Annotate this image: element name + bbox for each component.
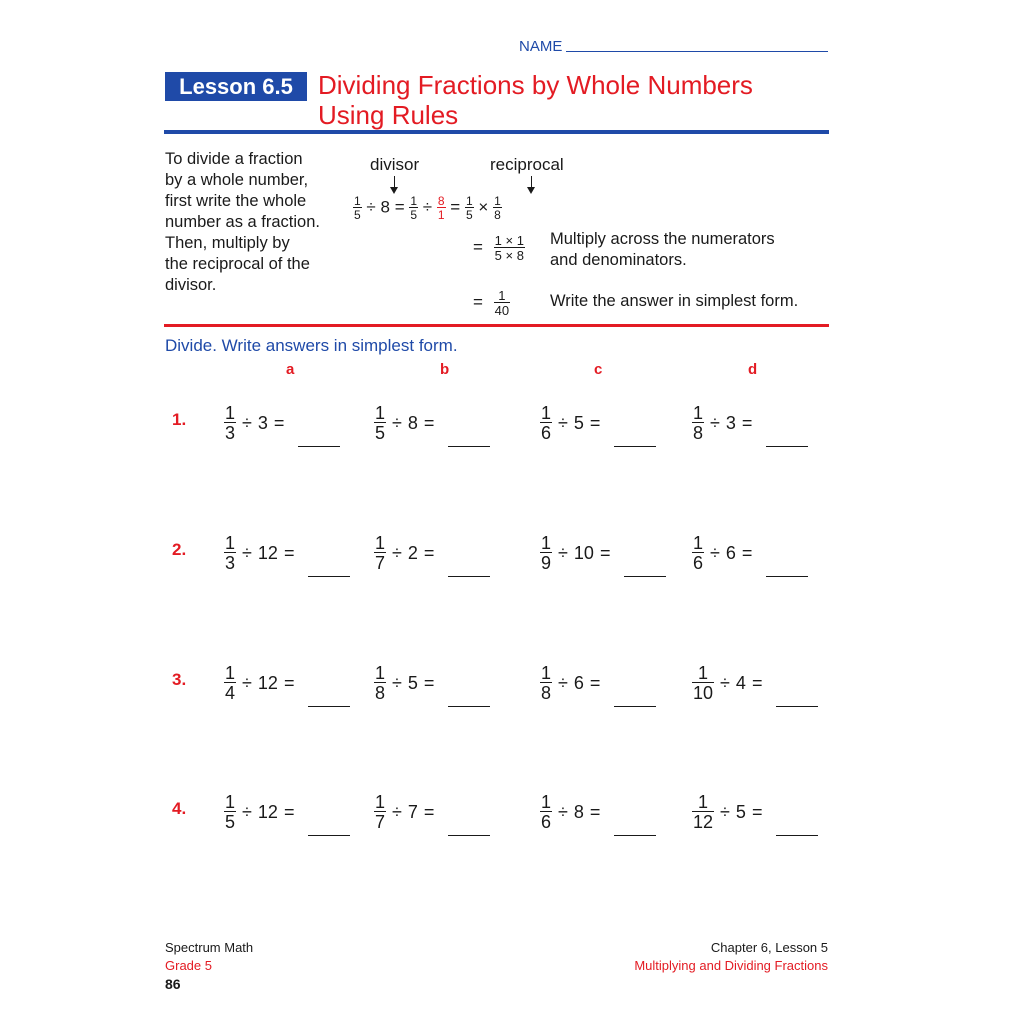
- equals-sign: =: [423, 412, 435, 433]
- footer-topic: Multiplying and Dividing Fractions: [634, 958, 828, 973]
- divide-sign: ÷: [710, 412, 720, 433]
- whole-number: 12: [257, 672, 278, 693]
- answer-blank[interactable]: [448, 817, 490, 836]
- denominator: 7: [375, 553, 386, 573]
- explanation-text: [165, 149, 345, 296]
- divide-sign: ÷: [242, 801, 252, 822]
- numerator: 1: [541, 792, 552, 812]
- numerator: 1: [375, 792, 386, 812]
- divide-sign: ÷: [242, 542, 252, 563]
- whole-number: 4: [735, 672, 746, 693]
- simplest-form-note: Write the answer in simplest form.: [550, 292, 799, 310]
- whole-number: 3: [257, 412, 268, 433]
- divisor-arrowhead: [390, 187, 398, 194]
- equals-sign: =: [394, 197, 405, 217]
- answer-blank[interactable]: [766, 428, 808, 447]
- whole-number: 6: [725, 542, 736, 563]
- fraction: [353, 195, 362, 221]
- answer-blank[interactable]: [448, 558, 490, 577]
- whole-as-fraction: [437, 195, 446, 221]
- fraction: [224, 404, 236, 442]
- divide-sign: ÷: [558, 412, 568, 433]
- denominator: 6: [541, 423, 552, 443]
- lesson-title-line1: Dividing Fractions by Whole Numbers: [318, 70, 753, 100]
- fraction: [465, 195, 474, 221]
- answer-blank[interactable]: [614, 817, 656, 836]
- numerator: 1: [541, 533, 552, 553]
- answer-blank[interactable]: [308, 817, 350, 836]
- multiply-sign: ×: [478, 197, 489, 217]
- problem-1-c: [540, 404, 656, 442]
- problem-number: 3.: [172, 670, 187, 689]
- denominator: 5 × 8: [494, 248, 524, 263]
- numerator: 1: [375, 533, 386, 553]
- fraction: [409, 195, 418, 221]
- denominator: 5: [465, 208, 473, 222]
- fraction: [540, 534, 552, 572]
- numerator: 1: [465, 194, 473, 208]
- equals-sign: =: [473, 237, 483, 257]
- denominator: 40: [494, 303, 510, 318]
- divide-sign: ÷: [558, 801, 568, 822]
- fraction: [692, 664, 714, 702]
- equals-sign: =: [589, 412, 601, 433]
- example-divider: [164, 324, 829, 327]
- answer-blank[interactable]: [298, 428, 340, 447]
- whole-number: 8: [407, 412, 418, 433]
- page-number: 86: [165, 976, 181, 992]
- denominator: 3: [225, 553, 236, 573]
- answer-blank[interactable]: [448, 688, 490, 707]
- directions: Divide. Write answers in simplest form.: [165, 336, 458, 355]
- whole-number: 5: [735, 801, 746, 822]
- numerator: 1: [225, 403, 236, 423]
- column-label-d: d: [748, 361, 758, 378]
- problem-1-a: [224, 404, 340, 442]
- numerator: 1: [410, 194, 418, 208]
- problem-2-c: [540, 534, 666, 572]
- divide-sign: ÷: [720, 672, 730, 693]
- whole-number: 5: [573, 412, 584, 433]
- fraction: [540, 793, 552, 831]
- numerator: 8: [437, 194, 445, 208]
- divisor-label: divisor: [370, 155, 420, 174]
- problem-4-d: [692, 793, 818, 831]
- fraction: [224, 534, 236, 572]
- fraction: [374, 664, 386, 702]
- denominator: 6: [541, 812, 552, 832]
- equals-sign: =: [283, 801, 295, 822]
- header-divider: [164, 130, 829, 134]
- divide-sign: ÷: [242, 412, 252, 433]
- whole-number: 2: [407, 542, 418, 563]
- denominator: 6: [693, 553, 704, 573]
- footer-grade: Grade 5: [165, 958, 212, 973]
- problem-4-b: [374, 793, 490, 831]
- equals-sign: =: [423, 672, 435, 693]
- numerator: 1: [498, 288, 506, 303]
- denominator: 1: [437, 208, 445, 222]
- problem-3-b: [374, 664, 490, 702]
- numerator: 1: [225, 533, 236, 553]
- whole-number: 8: [380, 197, 390, 217]
- problem-4-a: [224, 793, 350, 831]
- column-label-b: b: [440, 361, 450, 378]
- divide-sign: ÷: [392, 542, 402, 563]
- problem-number: 4.: [172, 799, 187, 818]
- fraction: [540, 404, 552, 442]
- answer-fraction: [494, 289, 510, 317]
- equals-sign: =: [599, 542, 611, 563]
- explanation-line: divisor.: [165, 276, 217, 294]
- note-line: and denominators.: [550, 251, 687, 269]
- whole-number: 5: [407, 672, 418, 693]
- column-label-a: a: [286, 361, 295, 378]
- fraction: [224, 664, 236, 702]
- numerator: 1: [375, 403, 386, 423]
- problem-number: 2.: [172, 540, 187, 559]
- answer-blank[interactable]: [614, 428, 656, 447]
- equals-sign: =: [450, 197, 461, 217]
- denominator: 8: [375, 683, 386, 703]
- equals-sign: =: [589, 672, 601, 693]
- answer-blank[interactable]: [308, 558, 350, 577]
- answer-blank[interactable]: [624, 558, 666, 577]
- fraction: [692, 404, 704, 442]
- problem-1-d: [692, 404, 808, 442]
- explanation-line: number as a fraction.: [165, 213, 320, 231]
- divide-sign: ÷: [366, 197, 376, 217]
- answer-blank[interactable]: [776, 688, 818, 707]
- name-label: NAME: [519, 38, 563, 55]
- denominator: 3: [225, 423, 236, 443]
- problem-3-a: [224, 664, 350, 702]
- fraction: [374, 793, 386, 831]
- equals-sign: =: [751, 672, 763, 693]
- footer-chapter: Chapter 6, Lesson 5: [710, 940, 828, 955]
- whole-number: 12: [257, 801, 278, 822]
- equals-sign: =: [283, 672, 295, 693]
- denominator: 4: [225, 683, 236, 703]
- numerator: 1: [541, 663, 552, 683]
- denominator: 8: [693, 423, 704, 443]
- divide-sign: ÷: [242, 672, 252, 693]
- problem-1-b: [374, 404, 490, 442]
- divide-sign: ÷: [558, 672, 568, 693]
- explanation-line: Then, multiply by: [165, 234, 290, 252]
- numerator: 1: [698, 663, 709, 683]
- numerator: 1: [375, 663, 386, 683]
- denominator: 5: [354, 208, 361, 222]
- reciprocal-arrowhead: [527, 187, 535, 194]
- reciprocal-label: reciprocal: [490, 155, 564, 174]
- product-fraction: [494, 234, 525, 262]
- whole-number: 8: [573, 801, 584, 822]
- whole-number: 10: [573, 542, 594, 563]
- numerator: 1: [698, 792, 709, 812]
- numerator: 1: [541, 403, 552, 423]
- denominator: 9: [541, 553, 552, 573]
- equals-sign: =: [273, 412, 285, 433]
- problem-3-d: [692, 664, 818, 702]
- answer-blank[interactable]: [308, 688, 350, 707]
- equals-sign: =: [589, 801, 601, 822]
- divide-sign: ÷: [392, 801, 402, 822]
- lesson-badge: Lesson 6.5: [165, 72, 307, 101]
- answer-blank[interactable]: [614, 688, 656, 707]
- whole-number: 7: [407, 801, 418, 822]
- fraction: [540, 664, 552, 702]
- whole-number: 3: [725, 412, 736, 433]
- answer-blank[interactable]: [766, 558, 808, 577]
- fraction: [374, 404, 386, 442]
- denominator: 7: [375, 812, 386, 832]
- numerator: 1: [693, 533, 704, 553]
- equals-sign: =: [751, 801, 763, 822]
- equals-sign: =: [283, 542, 295, 563]
- problem-2-b: [374, 534, 490, 572]
- name-field-line[interactable]: [566, 51, 828, 52]
- numerator: 1: [225, 663, 236, 683]
- problem-2-a: [224, 534, 350, 572]
- denominator: 12: [693, 812, 714, 832]
- problem-number: 1.: [172, 410, 187, 429]
- denominator: 10: [693, 683, 714, 703]
- divide-sign: ÷: [720, 801, 730, 822]
- explanation-line: the reciprocal of the: [165, 255, 310, 273]
- divide-sign: ÷: [392, 412, 402, 433]
- equals-sign: =: [741, 412, 753, 433]
- multiply-note: [550, 229, 775, 271]
- fraction: [374, 534, 386, 572]
- fraction: [692, 793, 714, 831]
- explanation-line: first write the whole: [165, 192, 307, 210]
- divide-sign: ÷: [558, 542, 568, 563]
- note-line: Multiply across the numerators: [550, 230, 775, 248]
- numerator: 1: [494, 194, 501, 208]
- answer-blank[interactable]: [776, 817, 818, 836]
- explanation-line: To divide a fraction: [165, 150, 303, 168]
- problem-2-d: [692, 534, 808, 572]
- divide-sign: ÷: [710, 542, 720, 563]
- reciprocal-fraction: [493, 195, 502, 221]
- equals-sign: =: [741, 542, 753, 563]
- denominator: 5: [375, 423, 386, 443]
- equals-sign: =: [423, 542, 435, 563]
- explanation-line: by a whole number,: [165, 171, 309, 189]
- equals-sign: =: [473, 292, 483, 312]
- denominator: 5: [410, 208, 418, 222]
- example-step-1: [353, 195, 502, 221]
- fraction: [224, 793, 236, 831]
- fraction: [692, 534, 704, 572]
- denominator: 8: [541, 683, 552, 703]
- denominator: 5: [225, 812, 236, 832]
- numerator: 1: [693, 403, 704, 423]
- numerator: 1: [225, 792, 236, 812]
- numerator: 1: [354, 194, 361, 208]
- example-step-2: [473, 234, 525, 262]
- problem-3-c: [540, 664, 656, 702]
- divide-sign: ÷: [392, 672, 402, 693]
- column-label-c: c: [594, 361, 603, 378]
- equals-sign: =: [423, 801, 435, 822]
- lesson-title-line2: Using Rules: [318, 100, 459, 130]
- whole-number: 12: [257, 542, 278, 563]
- numerator: 1 × 1: [494, 233, 524, 248]
- problem-4-c: [540, 793, 656, 831]
- divide-sign: ÷: [422, 197, 433, 217]
- denominator: 8: [494, 208, 501, 222]
- example-step-3: [473, 289, 510, 317]
- whole-number: 6: [573, 672, 584, 693]
- answer-blank[interactable]: [448, 428, 490, 447]
- footer-series: Spectrum Math: [165, 940, 254, 955]
